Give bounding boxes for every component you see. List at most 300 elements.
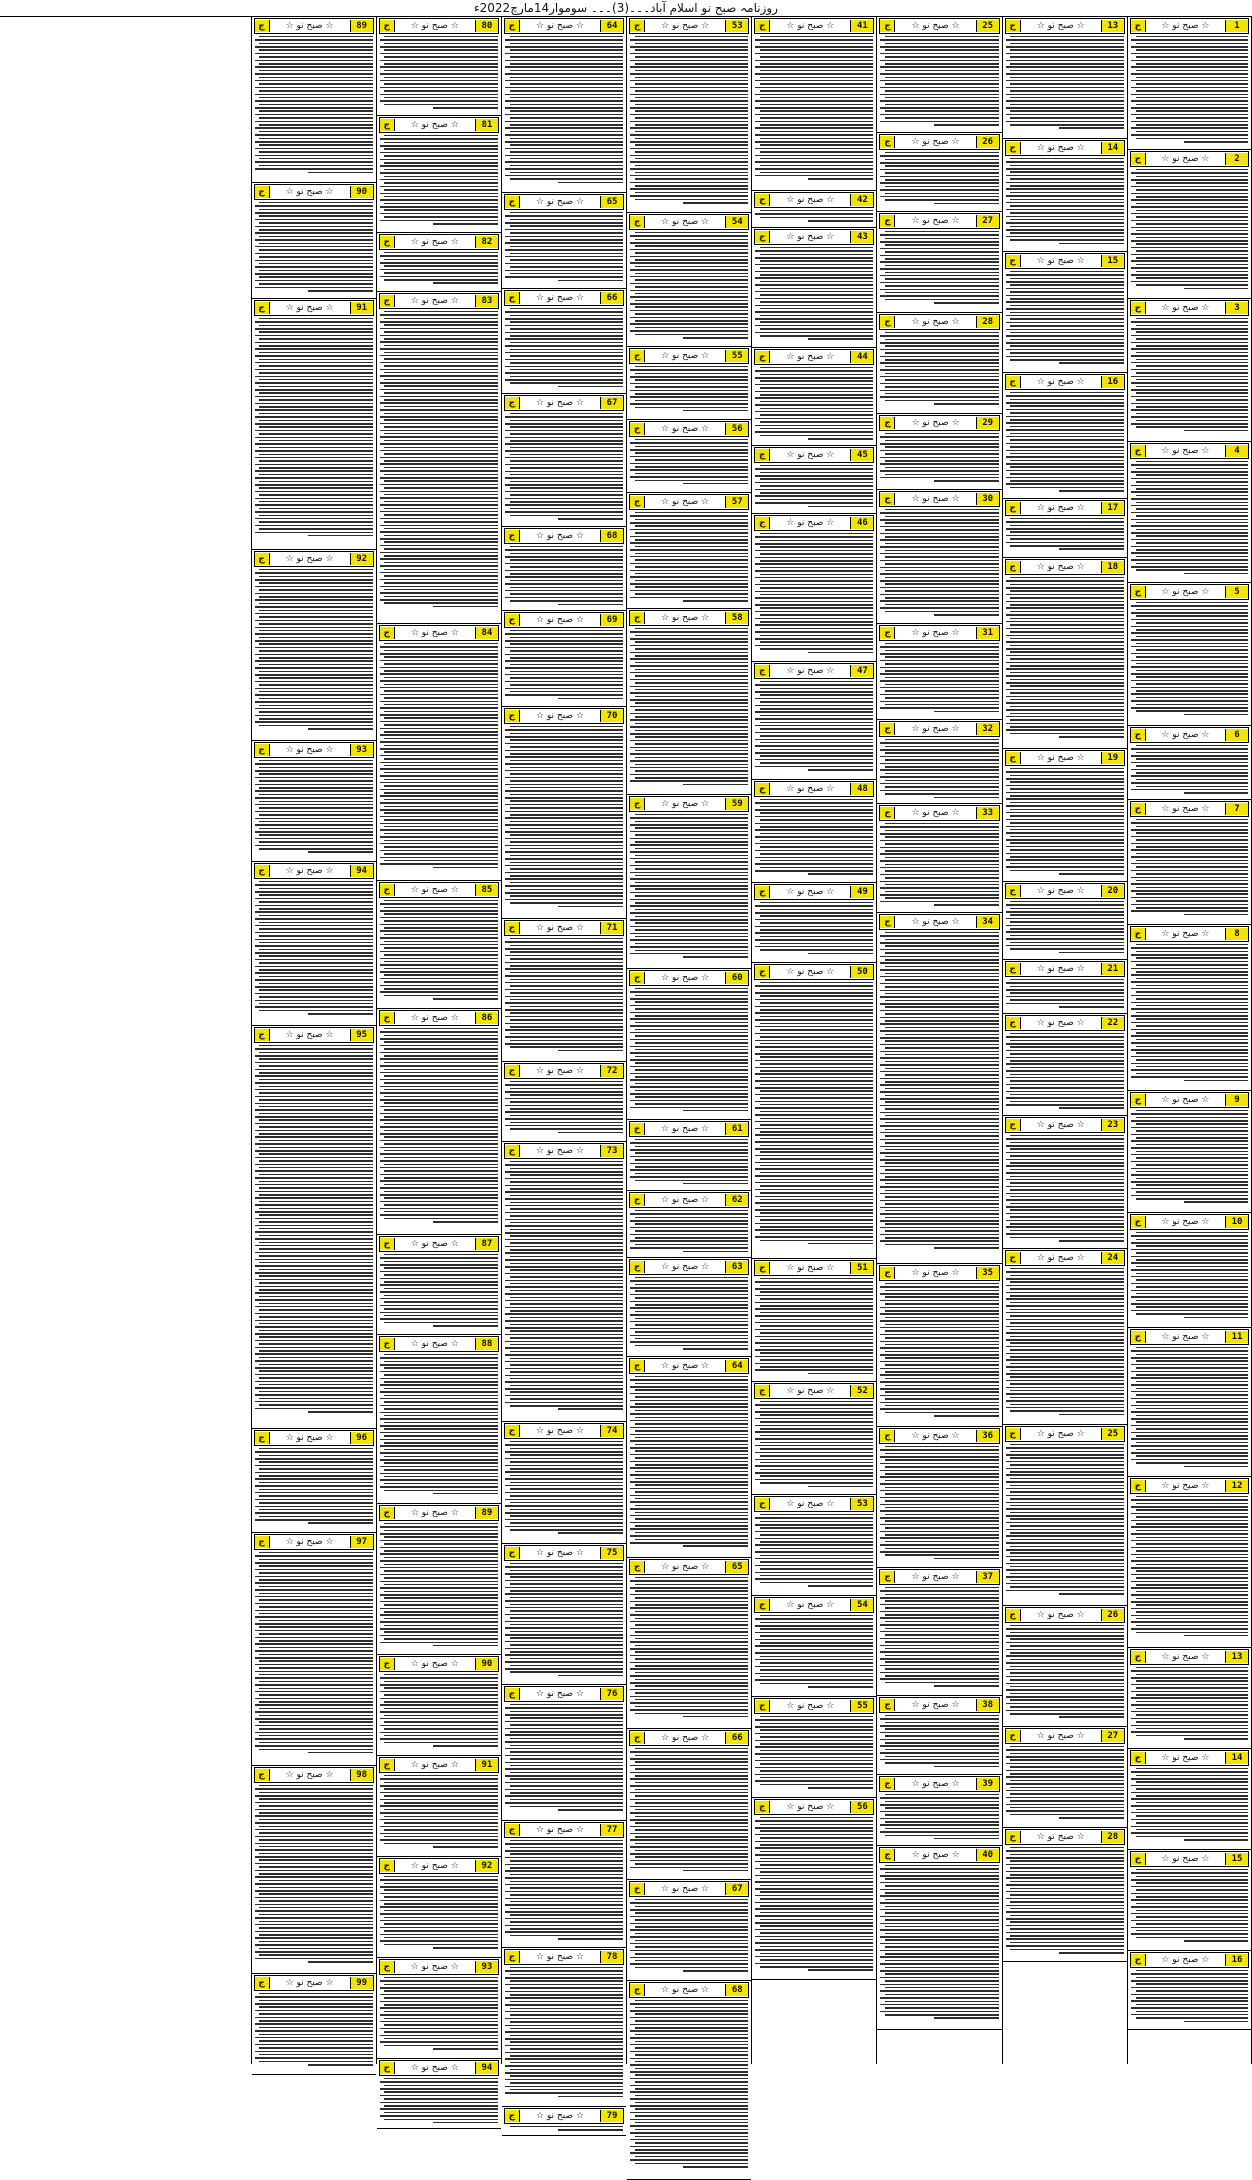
text-line bbox=[1136, 1937, 1249, 1939]
text-line bbox=[880, 1984, 998, 1986]
text-line bbox=[1131, 988, 1248, 990]
text-line bbox=[635, 1008, 748, 1010]
notice-badge-title: ☆ صبح نو ☆ bbox=[1161, 929, 1210, 939]
text-line bbox=[1006, 1312, 1124, 1314]
text-line bbox=[505, 1465, 623, 1467]
text-line bbox=[1131, 1076, 1248, 1078]
text-line bbox=[255, 1075, 373, 1077]
text-line bbox=[1136, 77, 1249, 79]
notice-item bbox=[1128, 300, 1251, 442]
text-line bbox=[255, 1238, 373, 1240]
text-line bbox=[635, 1967, 748, 1969]
text-line bbox=[505, 1891, 623, 1893]
text-line bbox=[755, 325, 873, 327]
text-line bbox=[1136, 1259, 1249, 1261]
text-line bbox=[505, 450, 623, 452]
text-line bbox=[755, 905, 873, 907]
text-line bbox=[384, 1625, 497, 1627]
text-line bbox=[755, 404, 873, 406]
text-line bbox=[1131, 877, 1248, 879]
text-line bbox=[635, 855, 748, 857]
text-line bbox=[1006, 580, 1124, 582]
text-line bbox=[885, 379, 998, 381]
text-line bbox=[510, 1033, 623, 1035]
text-line bbox=[880, 1504, 998, 1506]
text-line bbox=[259, 1654, 372, 1656]
text-line bbox=[1010, 914, 1123, 916]
text-line bbox=[880, 874, 998, 876]
text-line bbox=[630, 2071, 748, 2073]
notice-badge-title: ☆ صبح نو ☆ bbox=[535, 1146, 584, 1156]
text-line bbox=[1131, 1886, 1248, 1888]
text-line bbox=[635, 1090, 748, 1092]
text-line bbox=[635, 1042, 748, 1044]
text-line bbox=[380, 1312, 498, 1314]
badge-letter-icon: ج bbox=[755, 1801, 770, 1813]
notice-label bbox=[1005, 140, 1125, 156]
notice-number: 32 bbox=[976, 723, 999, 735]
badge-letter-icon: ج bbox=[755, 1700, 770, 1712]
text-line bbox=[1131, 328, 1248, 330]
notice-number: 35 bbox=[976, 1267, 999, 1279]
text-line bbox=[505, 155, 623, 157]
text-line bbox=[1006, 409, 1124, 411]
text-line bbox=[1006, 315, 1124, 317]
text-line bbox=[1136, 535, 1249, 537]
text-line bbox=[630, 235, 748, 237]
text-line bbox=[1006, 1233, 1124, 1235]
text-line bbox=[510, 657, 623, 659]
text-line bbox=[510, 726, 623, 728]
notice-item bbox=[502, 1063, 626, 1142]
text-line bbox=[880, 680, 998, 682]
text-line bbox=[510, 895, 623, 897]
badge-letter-icon: ج bbox=[755, 1498, 770, 1510]
text-line bbox=[635, 293, 748, 295]
text-line bbox=[630, 1668, 748, 1670]
text-line bbox=[384, 535, 497, 537]
text-line bbox=[380, 484, 498, 486]
text-line bbox=[510, 1671, 623, 1673]
notice-body-text bbox=[755, 1514, 873, 1587]
text-line bbox=[384, 1990, 497, 1992]
text-line bbox=[1136, 1184, 1249, 1186]
text-line bbox=[630, 330, 748, 332]
text-line bbox=[630, 256, 748, 258]
text-line bbox=[630, 939, 748, 941]
text-line bbox=[760, 1925, 873, 1927]
text-line bbox=[255, 464, 373, 466]
text-line bbox=[510, 1847, 623, 1849]
text-line bbox=[760, 1462, 873, 1464]
notice-body-text bbox=[880, 1715, 998, 1767]
notice-label bbox=[379, 1010, 499, 1026]
text-line bbox=[259, 1674, 372, 1676]
text-line bbox=[1131, 1364, 1248, 1366]
text-line bbox=[505, 633, 623, 635]
text-line bbox=[259, 1880, 372, 1882]
notice-number: 20 bbox=[1101, 885, 1124, 897]
text-line bbox=[1136, 1802, 1249, 1804]
text-line bbox=[505, 654, 623, 656]
text-line bbox=[505, 53, 623, 55]
text-line bbox=[1010, 1706, 1123, 1708]
text-line bbox=[384, 162, 497, 164]
text-line bbox=[760, 465, 873, 467]
text-line bbox=[880, 1334, 998, 1336]
text-line bbox=[630, 463, 748, 465]
text-line bbox=[259, 1455, 372, 1457]
text-line bbox=[384, 758, 497, 760]
text-line bbox=[510, 1610, 623, 1612]
text-line bbox=[1010, 239, 1123, 241]
text-line bbox=[635, 1946, 748, 1948]
text-line bbox=[510, 875, 623, 877]
text-line bbox=[1131, 525, 1248, 527]
text-line bbox=[1131, 829, 1248, 831]
text-line bbox=[384, 521, 497, 523]
text-line bbox=[755, 284, 873, 286]
text-line bbox=[255, 328, 373, 330]
text-line bbox=[384, 460, 497, 462]
text-line bbox=[259, 440, 372, 442]
text-line bbox=[755, 1780, 873, 1782]
notice-number: 42 bbox=[850, 194, 873, 206]
text-line bbox=[1136, 1701, 1249, 1703]
text-line bbox=[259, 1708, 372, 1710]
text-line bbox=[635, 1584, 748, 1586]
text-line bbox=[630, 2146, 748, 2148]
text-line bbox=[380, 1357, 498, 1359]
text-line bbox=[380, 1147, 498, 1149]
text-line bbox=[760, 1240, 873, 1242]
notice-badge-title: ☆ صبح نو ☆ bbox=[410, 1659, 459, 1669]
text-line bbox=[380, 436, 498, 438]
text-line bbox=[885, 1634, 998, 1636]
text-line bbox=[384, 582, 497, 584]
text-line bbox=[384, 2038, 497, 2040]
text-line bbox=[510, 1604, 623, 1606]
text-line bbox=[505, 318, 623, 320]
text-line bbox=[1006, 1877, 1124, 1879]
text-line bbox=[259, 1482, 372, 1484]
text-line bbox=[255, 1657, 373, 1659]
text-line bbox=[1006, 349, 1124, 351]
text-line bbox=[885, 70, 998, 72]
text-line bbox=[635, 539, 748, 541]
notice-body-text bbox=[755, 1716, 873, 1789]
notice-body-text bbox=[755, 681, 873, 771]
text-line bbox=[1136, 83, 1249, 85]
notice-label bbox=[629, 1259, 749, 1275]
notice-number: 38 bbox=[976, 1699, 999, 1711]
notice-badge-title: ☆ صبح نو ☆ bbox=[661, 1195, 710, 1205]
text-line bbox=[1136, 670, 1249, 672]
text-line bbox=[880, 1402, 998, 1404]
text-line bbox=[885, 1391, 998, 1393]
text-line bbox=[1006, 1091, 1124, 1093]
text-line bbox=[885, 752, 998, 754]
text-line bbox=[635, 1180, 748, 1182]
badge-letter-icon: ج bbox=[255, 186, 270, 198]
text-line bbox=[1131, 1499, 1248, 1501]
text-line bbox=[384, 1422, 497, 1424]
text-line bbox=[1010, 1033, 1123, 1035]
text-line bbox=[1131, 1718, 1248, 1720]
text-line bbox=[384, 90, 497, 92]
notice-body-text bbox=[380, 1977, 498, 2050]
text-line bbox=[885, 823, 998, 825]
text-line bbox=[380, 768, 498, 770]
text-line bbox=[885, 939, 998, 941]
text-line bbox=[635, 2061, 748, 2063]
text-line bbox=[880, 1537, 998, 1539]
text-line bbox=[755, 1632, 873, 1634]
text-line bbox=[255, 1164, 373, 1166]
text-line bbox=[510, 1461, 623, 1463]
text-line bbox=[1136, 488, 1249, 490]
text-line bbox=[505, 1492, 623, 1494]
text-line bbox=[255, 905, 373, 907]
notice-label bbox=[1005, 500, 1125, 516]
text-line bbox=[755, 121, 873, 123]
text-line bbox=[1136, 745, 1249, 747]
text-line bbox=[760, 1192, 873, 1194]
text-line bbox=[755, 926, 873, 928]
text-line bbox=[885, 1074, 998, 1076]
text-line bbox=[505, 2072, 623, 2074]
text-line bbox=[384, 806, 497, 808]
text-line bbox=[1010, 433, 1123, 435]
text-line bbox=[384, 2105, 497, 2107]
text-line bbox=[505, 1375, 623, 1377]
text-line bbox=[384, 36, 497, 38]
text-line bbox=[259, 222, 372, 224]
text-line bbox=[755, 1820, 873, 1822]
text-line bbox=[259, 1296, 372, 1298]
text-line bbox=[1006, 477, 1124, 479]
text-line bbox=[885, 1821, 998, 1823]
notice-label bbox=[754, 229, 874, 245]
badge-letter-icon: ج bbox=[255, 553, 270, 565]
text-line bbox=[1010, 577, 1123, 579]
text-line bbox=[1010, 1356, 1123, 1358]
text-line bbox=[380, 1065, 498, 1067]
text-line bbox=[1131, 498, 1248, 500]
text-line bbox=[760, 1469, 873, 1471]
notice-item bbox=[252, 300, 376, 550]
text-line bbox=[259, 1336, 372, 1338]
text-line bbox=[880, 1044, 998, 1046]
notice-body-text bbox=[380, 1775, 498, 1848]
text-line bbox=[1184, 430, 1248, 432]
notice-item bbox=[1003, 961, 1127, 1014]
text-line bbox=[255, 1157, 373, 1159]
text-line bbox=[255, 532, 373, 534]
text-line bbox=[1010, 1512, 1123, 1514]
text-line bbox=[1010, 1315, 1123, 1317]
text-line bbox=[380, 1284, 498, 1286]
text-line bbox=[510, 1840, 623, 1842]
text-line bbox=[1136, 49, 1249, 51]
notice-label bbox=[1130, 801, 1249, 817]
text-line bbox=[1010, 1451, 1123, 1453]
text-line bbox=[630, 80, 748, 82]
text-line bbox=[1131, 1526, 1248, 1528]
text-line bbox=[1010, 271, 1123, 273]
text-line bbox=[1131, 1587, 1248, 1589]
notice-item bbox=[1128, 1329, 1251, 1477]
text-line bbox=[760, 1669, 873, 1671]
notice-number: 36 bbox=[976, 1430, 999, 1442]
text-line bbox=[380, 782, 498, 784]
text-line bbox=[510, 1724, 623, 1726]
text-line bbox=[1131, 1621, 1248, 1623]
text-line bbox=[760, 989, 873, 991]
notice-body-text bbox=[380, 252, 498, 284]
text-line bbox=[384, 43, 497, 45]
text-line bbox=[1136, 318, 1249, 320]
text-line bbox=[1006, 53, 1124, 55]
text-line bbox=[510, 1385, 623, 1387]
text-line bbox=[308, 1961, 373, 1963]
text-line bbox=[635, 366, 748, 368]
text-line bbox=[630, 1846, 748, 1848]
text-line bbox=[505, 1458, 623, 1460]
text-line bbox=[1131, 1002, 1248, 1004]
text-line bbox=[259, 433, 372, 435]
text-line bbox=[635, 1775, 748, 1777]
text-line bbox=[384, 1687, 497, 1689]
notice-number: 54 bbox=[725, 216, 748, 228]
text-line bbox=[755, 802, 873, 804]
badge-letter-icon: ج bbox=[1131, 1480, 1146, 1492]
text-line bbox=[505, 1580, 623, 1582]
text-line bbox=[259, 138, 372, 140]
text-line bbox=[1131, 1771, 1248, 1773]
text-line bbox=[255, 1286, 373, 1288]
text-line bbox=[1131, 127, 1248, 129]
text-line bbox=[1131, 1933, 1248, 1935]
text-line bbox=[1131, 396, 1248, 398]
text-line bbox=[510, 266, 623, 268]
text-line bbox=[1136, 1354, 1249, 1356]
text-line bbox=[1059, 1240, 1124, 1242]
text-line bbox=[384, 1381, 497, 1383]
text-line bbox=[1131, 619, 1248, 621]
text-line bbox=[384, 1843, 497, 1845]
text-line bbox=[255, 1788, 373, 1790]
text-line bbox=[760, 1226, 873, 1228]
text-line bbox=[1136, 257, 1249, 259]
notice-body-text bbox=[755, 210, 873, 222]
text-line bbox=[885, 1953, 998, 1955]
text-line bbox=[380, 586, 498, 588]
notice-label bbox=[1130, 1478, 1249, 1494]
text-line bbox=[885, 1762, 998, 1764]
text-line bbox=[1131, 1574, 1248, 1576]
text-line bbox=[1006, 202, 1124, 204]
notice-badge-title: ☆ صبح نو ☆ bbox=[1161, 1217, 1210, 1227]
badge-letter-icon: ج bbox=[255, 865, 270, 877]
text-line bbox=[384, 968, 497, 970]
text-line bbox=[1010, 1580, 1123, 1582]
notice-number: 84 bbox=[475, 627, 498, 639]
text-line bbox=[380, 728, 498, 730]
text-line bbox=[885, 836, 998, 838]
text-line bbox=[880, 1166, 998, 1168]
text-line bbox=[755, 1033, 873, 1035]
notice-label bbox=[1130, 1750, 1249, 1766]
text-line bbox=[755, 863, 873, 865]
notice-badge-title: ☆ صبح نو ☆ bbox=[410, 21, 459, 31]
text-line bbox=[380, 165, 498, 167]
text-line bbox=[259, 881, 372, 883]
notice-label bbox=[1130, 1214, 1249, 1230]
notice-item bbox=[1128, 1092, 1251, 1213]
text-line bbox=[255, 1904, 373, 1906]
text-line bbox=[259, 2034, 372, 2036]
text-line bbox=[259, 151, 372, 153]
notice-number: 24 bbox=[1101, 1252, 1124, 1264]
text-line bbox=[505, 865, 623, 867]
text-line bbox=[1131, 870, 1248, 872]
text-line bbox=[760, 83, 873, 85]
text-line bbox=[1059, 736, 1124, 738]
text-line bbox=[380, 1126, 498, 1128]
badge-letter-icon: ج bbox=[505, 1145, 520, 1157]
text-line bbox=[510, 1583, 623, 1585]
notice-badge-title: ☆ صبح نو ☆ bbox=[1036, 1731, 1085, 1741]
badge-letter-icon: ج bbox=[1131, 20, 1146, 32]
text-line bbox=[1010, 948, 1123, 950]
text-line bbox=[885, 285, 998, 287]
text-line bbox=[760, 158, 873, 160]
text-line bbox=[630, 383, 748, 385]
text-line bbox=[755, 645, 873, 647]
text-line bbox=[255, 376, 373, 378]
text-line bbox=[1006, 911, 1124, 913]
notice-label bbox=[254, 1767, 374, 1783]
text-line bbox=[510, 1108, 623, 1110]
text-line bbox=[510, 1874, 623, 1876]
text-line bbox=[1131, 233, 1248, 235]
text-line bbox=[1131, 1980, 1248, 1982]
notice-body-text bbox=[255, 569, 373, 730]
text-line bbox=[760, 1830, 873, 1832]
text-line bbox=[510, 1631, 623, 1633]
text-line bbox=[255, 1103, 373, 1105]
notice-number: 54 bbox=[850, 1599, 873, 1611]
badge-letter-icon: ج bbox=[1006, 561, 1021, 573]
notice-label bbox=[504, 395, 624, 411]
text-line bbox=[1006, 655, 1124, 657]
text-line bbox=[510, 1637, 623, 1639]
text-line bbox=[1010, 487, 1123, 489]
text-line bbox=[755, 684, 873, 686]
text-line bbox=[1136, 1232, 1249, 1234]
text-line bbox=[505, 2092, 623, 2094]
text-line bbox=[510, 848, 623, 850]
text-line bbox=[755, 1209, 873, 1211]
text-line bbox=[1010, 1478, 1123, 1480]
text-line bbox=[1010, 658, 1123, 660]
text-line bbox=[384, 379, 497, 381]
notice-item bbox=[377, 234, 501, 292]
text-line bbox=[635, 1651, 748, 1653]
text-line bbox=[635, 669, 748, 671]
text-line bbox=[885, 1722, 998, 1724]
